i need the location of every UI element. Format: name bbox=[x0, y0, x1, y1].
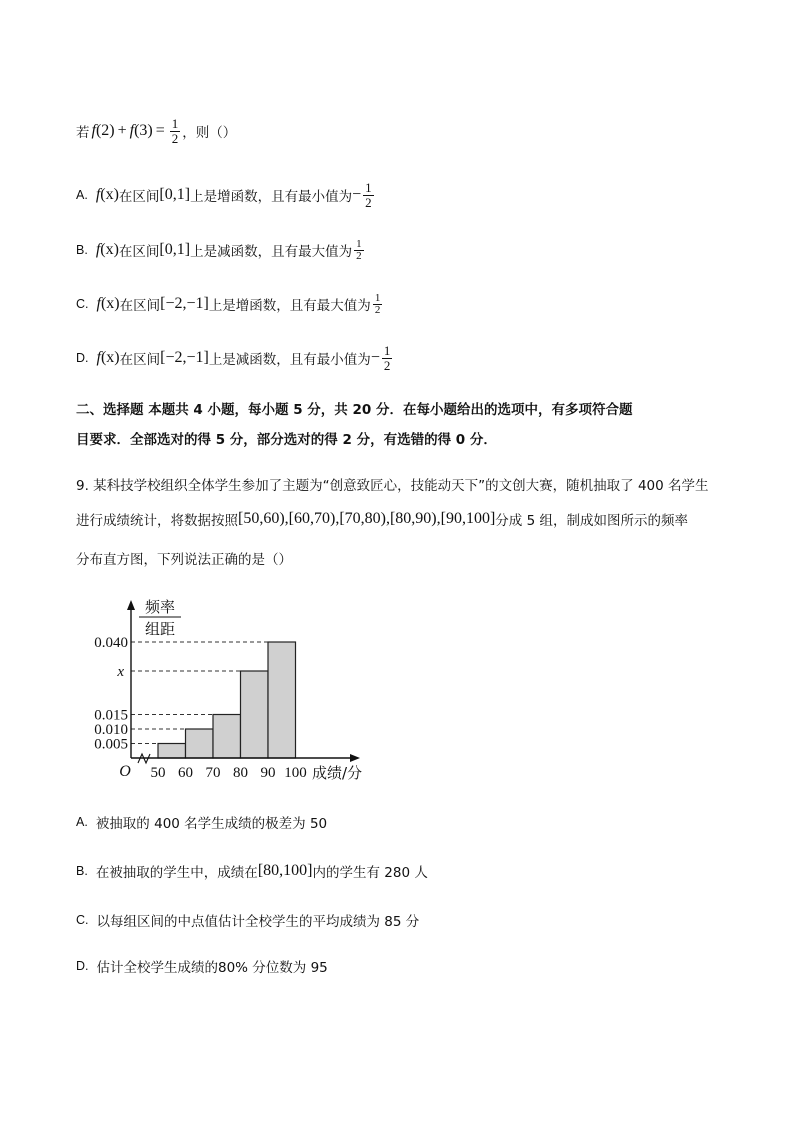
q8-eq: = bbox=[155, 122, 165, 139]
option-frac-den: 2 bbox=[356, 249, 362, 262]
q9-line3: 分布直方图，下列说法正确的是（） bbox=[76, 552, 292, 568]
option-arg: (x) bbox=[100, 241, 119, 258]
q9-line2-suffix: 分成 5 组，制成如图所示的频率 bbox=[495, 513, 688, 529]
q9-line2-prefix: 进行成绩统计，将数据按照 bbox=[76, 513, 238, 529]
x-tick-label: 60 bbox=[178, 765, 193, 781]
q9-sep: , bbox=[385, 510, 390, 527]
origin-label: O bbox=[119, 763, 131, 780]
y-axis-label-denominator: 组距 bbox=[144, 620, 176, 638]
q9-option-a bbox=[76, 812, 327, 832]
histogram-bar bbox=[186, 729, 214, 758]
option-label: A. bbox=[76, 188, 88, 202]
q9-sep: , bbox=[436, 510, 441, 527]
histogram-bar bbox=[241, 671, 269, 758]
option-text2: 上是减函数，且有最小值为 bbox=[208, 352, 371, 368]
option-frac-den: 2 bbox=[374, 303, 381, 316]
option-interval: [0,1] bbox=[159, 241, 191, 258]
y-tick-label: 0.015 bbox=[94, 707, 128, 724]
option-interval: [−2,−1] bbox=[160, 349, 209, 366]
y-tick-label: x bbox=[117, 664, 124, 680]
option-arg: (x) bbox=[100, 186, 119, 203]
q9-interval-5: [90,100] bbox=[440, 510, 496, 527]
option-text2: 上是增函数，且有最小值为 bbox=[190, 189, 353, 205]
q8-plus: + bbox=[117, 122, 127, 139]
q8-frac-num: 1 bbox=[171, 115, 179, 131]
q8-f1: f bbox=[91, 122, 96, 139]
option-frac-den: 2 bbox=[383, 357, 391, 373]
option-label: C. bbox=[76, 913, 89, 927]
section2-line1: 二、选择题 本题共 4 小题，每小题 5 分，共 20 分．在每小题给出的选项中，有多项符合题 bbox=[76, 402, 633, 418]
q8-stem-suffix: ，则（） bbox=[182, 125, 237, 141]
option-label: A. bbox=[76, 815, 88, 829]
option-text: 以每组区间的中点值估计全校学生的平均成绩为 85 分 bbox=[96, 914, 420, 930]
option-arg: (x) bbox=[100, 349, 120, 366]
q9-option-c bbox=[76, 910, 419, 930]
q8-arg1: (2) bbox=[95, 122, 115, 139]
option-f: f bbox=[96, 349, 101, 366]
option-text-before: 在被抽取的学生中，成绩在 bbox=[95, 865, 258, 881]
axis-break-icon bbox=[138, 754, 150, 763]
x-tick-label: 100 bbox=[284, 765, 307, 781]
q9-interval-4: [80,90) bbox=[389, 510, 437, 527]
q8-stem-prefix: 若 bbox=[76, 125, 90, 141]
q8-f2: f bbox=[129, 122, 135, 139]
x-tick-label: 50 bbox=[150, 765, 166, 781]
option-f: f bbox=[96, 295, 101, 312]
q9-sep: , bbox=[335, 510, 340, 527]
option-interval: [80,100] bbox=[257, 862, 313, 879]
y-tick-label: 0.005 bbox=[94, 736, 128, 753]
x-axis-arrow bbox=[350, 754, 360, 762]
x-tick-label: 70 bbox=[205, 765, 221, 781]
option-interval: [0,1] bbox=[159, 186, 191, 203]
histogram-bar bbox=[268, 642, 296, 758]
option-text1: 在区间 bbox=[118, 189, 160, 205]
option-text1: 在区间 bbox=[119, 352, 161, 368]
option-frac-num: 1 bbox=[374, 291, 381, 304]
option-text-after: 内的学生有 280 人 bbox=[312, 865, 428, 881]
q9-option-b bbox=[76, 858, 428, 884]
option-label: D. bbox=[76, 959, 89, 973]
option-text2: 上是增函数，且有最大值为 bbox=[208, 298, 371, 314]
section2-line2: 目要求．全部选对的得 5 分，部分选对的得 2 分，有选错的得 0 分． bbox=[76, 432, 497, 448]
option-arg: (x) bbox=[100, 295, 120, 312]
option-label: B. bbox=[76, 864, 88, 878]
q9-option-d bbox=[76, 956, 328, 976]
q9-sep: , bbox=[284, 510, 289, 527]
option-text1: 在区间 bbox=[119, 298, 161, 314]
q8-arg2: (3) bbox=[134, 122, 153, 139]
y-tick-label: 0.040 bbox=[94, 635, 128, 651]
option-frac-num: 1 bbox=[356, 237, 362, 250]
option-frac-num: 1 bbox=[365, 179, 372, 195]
q9-interval-1: [50,60) bbox=[238, 510, 285, 527]
y-axis-label-numerator: 频率 bbox=[144, 598, 176, 616]
option-label: D. bbox=[76, 351, 89, 365]
y-axis-arrow bbox=[127, 600, 135, 610]
option-text: 估计全校学生成绩的80% 分位数为 95 bbox=[96, 960, 328, 976]
option-text: 被抽取的 400 名学生成绩的极差为 50 bbox=[95, 816, 328, 832]
q9-interval-3: [70,80) bbox=[339, 510, 386, 527]
q9-interval-2: [60,70) bbox=[288, 510, 336, 527]
option-f: f bbox=[95, 241, 101, 258]
q8-frac-den: 2 bbox=[171, 130, 179, 146]
option-sign: − bbox=[370, 349, 380, 366]
option-label: C. bbox=[76, 297, 89, 311]
option-text1: 在区间 bbox=[118, 244, 160, 260]
histogram-bar bbox=[158, 744, 186, 759]
y-tick-label: 0.010 bbox=[94, 722, 128, 738]
x-tick-label: 80 bbox=[233, 765, 248, 781]
x-axis-label: 成绩/分 bbox=[312, 764, 363, 782]
option-interval: [−2,−1] bbox=[160, 295, 209, 312]
q9-line1: 9. 某科技学校组织全体学生参加了主题为“创意致匠心，技能动天下”的文创大赛，随机抽取了 400 名学生 bbox=[76, 478, 709, 494]
option-frac-num: 1 bbox=[383, 342, 391, 358]
option-frac-den: 2 bbox=[365, 194, 372, 210]
histogram-bar bbox=[213, 715, 241, 759]
option-sign: − bbox=[352, 186, 362, 203]
option-label: B. bbox=[76, 243, 88, 257]
option-text2: 上是减函数，且有最大值为 bbox=[190, 244, 353, 260]
option-f: f bbox=[95, 186, 101, 203]
x-tick-label: 90 bbox=[260, 765, 276, 781]
